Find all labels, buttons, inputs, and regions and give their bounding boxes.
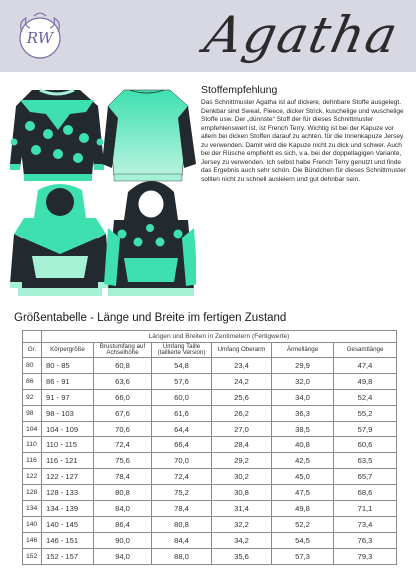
measurement-cell: 52,2: [272, 516, 334, 532]
measurement-cell: 64,4: [152, 421, 212, 437]
measurement-cell: 32,0: [272, 373, 334, 389]
measurement-cell: 49,8: [334, 373, 397, 389]
brand-logo: [12, 8, 68, 64]
height-range-cell: 146 - 151: [42, 532, 94, 548]
measurement-cell: 35,6: [212, 548, 272, 564]
measurement-cell: 68,6: [334, 485, 397, 501]
measurement-cell: 80,8: [94, 485, 152, 501]
measurement-cell: 66,0: [94, 389, 152, 405]
measurement-cell: 29,9: [272, 358, 334, 374]
size-cell: 110: [23, 437, 42, 453]
measurement-cell: 34,0: [272, 389, 334, 405]
measurement-cell: 78,4: [94, 469, 152, 485]
measurement-cell: 54,5: [272, 532, 334, 548]
table-row: [23, 485, 397, 501]
size-cell: 92: [23, 389, 42, 405]
measurement-cell: 88,0: [152, 548, 212, 564]
pattern-title: Agatha: [199, 6, 405, 64]
height-range-cell: 134 - 139: [42, 501, 94, 517]
measurement-cell: 49,8: [272, 501, 334, 517]
size-table-caption: Längen und Breiten in Zentimetern (Fertigwerte): [42, 331, 397, 343]
measurement-cell: 24,2: [212, 373, 272, 389]
height-range-cell: 152 - 157: [42, 548, 94, 564]
hoodie-front: [10, 184, 110, 296]
table-row: [23, 358, 397, 374]
fabric-recommendation-body: Das Schnittmuster Agatha ist auf dickere, dehnbare Stoffe ausgelegt. Denkbar sind Sweat, Fleece, dicker Strick, kuschelige und wuschelige Stoffe usw. Der „dünnste“ Stoff der für dieses Schnittmuster empfehlenswert ist, ist French Terry. Wichtig ist bei der Kapuze vor allem bei dicken Stoffen darauf zu achten, für die Innenkapuze Jersey zu verwenden. Damit wird die Kapuze nicht zu dick und schwer. Auch bei der Rüsche empfiehlt es sich, v.a. bei der doppellagigen Variante, Jersey zu verwenden. Ich selbst habe French Terry genutzt und finde das Ergebnis auch sehr schön. Die Bündchen für dieses Schnittmuster sollten nicht zu schnell ausleiern und gut dehnbar sein.: [201, 99, 406, 183]
height-range-cell: 86 - 91: [42, 373, 94, 389]
table-row: [23, 405, 397, 421]
measurement-cell: 42,5: [272, 453, 334, 469]
hoodie-polka-dot: [104, 181, 196, 296]
measurement-cell: 60,8: [94, 358, 152, 374]
table-row: [23, 501, 397, 517]
measurement-cell: 30,8: [212, 485, 272, 501]
measurement-cell: 57,9: [334, 421, 397, 437]
size-cell: 122: [23, 469, 42, 485]
measurement-cell: 29,2: [212, 453, 272, 469]
measurement-cell: 78,4: [152, 501, 212, 517]
measurement-cell: 84,0: [94, 501, 152, 517]
measurement-cell: 30,2: [212, 469, 272, 485]
measurement-cell: 55,2: [334, 405, 397, 421]
measurement-cell: 26,2: [212, 405, 272, 421]
measurement-cell: 70,0: [152, 453, 212, 469]
sweater-polka-dot-ruffle: [10, 90, 104, 181]
measurement-cell: 54,8: [152, 358, 212, 374]
size-cell: 86: [23, 373, 42, 389]
measurement-cell: 79,3: [334, 548, 397, 564]
measurement-cell: 65,7: [334, 469, 397, 485]
measurement-cell: 76,3: [334, 532, 397, 548]
column-header: Körpergröße: [42, 343, 94, 358]
column-header: Ärmellänge: [272, 343, 334, 358]
measurement-cell: 70,6: [94, 421, 152, 437]
garment-illustrations: [10, 78, 196, 304]
measurement-cell: 63,5: [334, 453, 397, 469]
column-header: Umfang Oberarm: [212, 343, 272, 358]
sweater-mint-back: [102, 90, 196, 181]
height-range-cell: 91 - 97: [42, 389, 94, 405]
measurement-cell: 63,6: [94, 373, 152, 389]
measurement-cell: 23,4: [212, 358, 272, 374]
measurement-cell: 73,4: [334, 516, 397, 532]
table-row: [23, 516, 397, 532]
measurement-cell: 86,4: [94, 516, 152, 532]
measurement-cell: 60,6: [334, 437, 397, 453]
measurement-cell: 27,0: [212, 421, 272, 437]
measurement-cell: 36,3: [272, 405, 334, 421]
height-range-cell: 98 - 103: [42, 405, 94, 421]
measurement-cell: 94,0: [94, 548, 152, 564]
table-row: [23, 389, 397, 405]
table-row: [23, 373, 397, 389]
size-cell: 146: [23, 532, 42, 548]
measurement-cell: 31,4: [212, 501, 272, 517]
logo-text: RW: [26, 29, 54, 47]
measurement-cell: 34,2: [212, 532, 272, 548]
measurement-cell: 47,5: [272, 485, 334, 501]
size-cell: 80: [23, 358, 42, 374]
measurement-cell: 28,4: [212, 437, 272, 453]
measurement-cell: 57,3: [272, 548, 334, 564]
measurement-cell: 67,6: [94, 405, 152, 421]
height-range-cell: 122 - 127: [42, 469, 94, 485]
measurement-cell: 71,1: [334, 501, 397, 517]
table-row: [23, 437, 397, 453]
height-range-cell: 128 - 133: [42, 485, 94, 501]
size-table: [22, 330, 397, 565]
measurement-cell: 45,0: [272, 469, 334, 485]
measurement-cell: 61,6: [152, 405, 212, 421]
column-header: Umfang Taille (taillierte Version): [152, 343, 212, 358]
size-cell: 104: [23, 421, 42, 437]
size-cell: 98: [23, 405, 42, 421]
table-row: [23, 548, 397, 564]
column-header: Brustumfang auf Achselhöhe: [94, 343, 152, 358]
table-row: [23, 421, 397, 437]
table-row: [23, 453, 397, 469]
fabric-recommendation-heading: Stoffempfehlung: [201, 84, 278, 96]
size-cell: 140: [23, 516, 42, 532]
measurement-cell: 90,0: [94, 532, 152, 548]
height-range-cell: 80 - 85: [42, 358, 94, 374]
height-range-cell: 116 - 121: [42, 453, 94, 469]
column-header: Gesamtlänge: [334, 343, 397, 358]
measurement-cell: 25,6: [212, 389, 272, 405]
measurement-cell: 66,4: [152, 437, 212, 453]
measurement-cell: 52,4: [334, 389, 397, 405]
size-table-heading: Größentabelle - Länge und Breite im fertigen Zustand: [14, 312, 287, 324]
size-cell: 116: [23, 453, 42, 469]
size-cell: 134: [23, 501, 42, 517]
table-row: [23, 469, 397, 485]
measurement-cell: 38,5: [272, 421, 334, 437]
height-range-cell: 104 - 109: [42, 421, 94, 437]
measurement-cell: 47,4: [334, 358, 397, 374]
table-row: [23, 532, 397, 548]
fabric-recommendation: [201, 84, 411, 184]
size-cell: 152: [23, 548, 42, 564]
measurement-cell: 57,6: [152, 373, 212, 389]
height-range-cell: 110 - 115: [42, 437, 94, 453]
measurement-cell: 72,4: [94, 437, 152, 453]
measurement-cell: 40,8: [272, 437, 334, 453]
height-range-cell: 140 - 145: [42, 516, 94, 532]
column-header: Gr.: [23, 343, 42, 358]
measurement-cell: 60,0: [152, 389, 212, 405]
size-cell: 128: [23, 485, 42, 501]
measurement-cell: 80,8: [152, 516, 212, 532]
measurement-cell: 75,6: [94, 453, 152, 469]
measurement-cell: 72,4: [152, 469, 212, 485]
measurement-cell: 84,4: [152, 532, 212, 548]
measurement-cell: 75,2: [152, 485, 212, 501]
measurement-cell: 32,2: [212, 516, 272, 532]
